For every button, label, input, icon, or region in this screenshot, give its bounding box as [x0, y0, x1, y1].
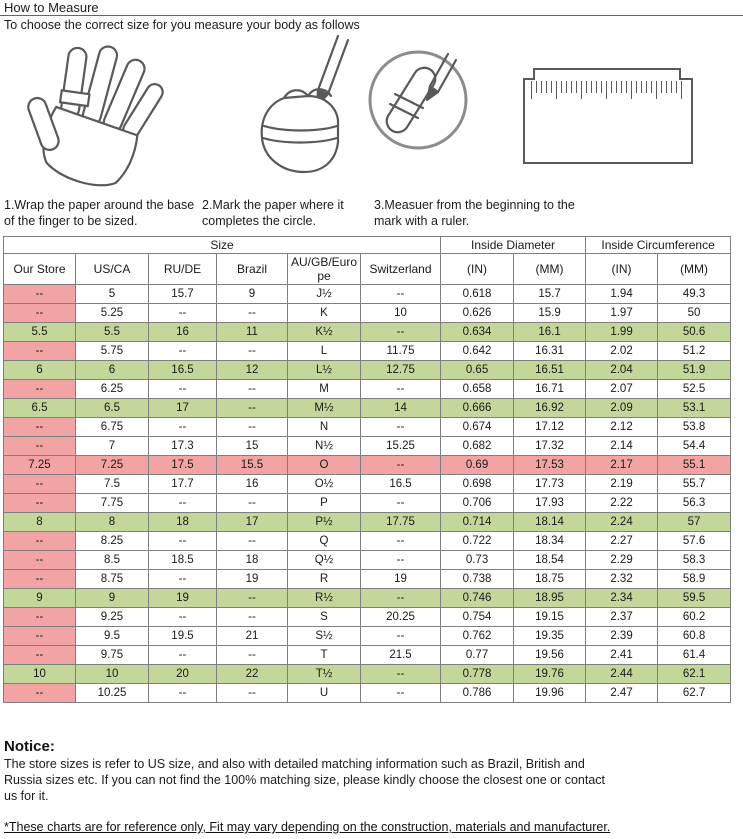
table-cell: 19.35 — [514, 627, 586, 646]
table-cell: -- — [149, 684, 217, 703]
table-cell: 2.02 — [586, 342, 658, 361]
column-header-au-gb-europe: AU/GB/Europe — [288, 254, 361, 285]
table-cell: 52.5 — [658, 380, 731, 399]
table-cell: 0.682 — [441, 437, 514, 456]
column-header-switzerland: Switzerland — [361, 254, 441, 285]
table-cell: 0.658 — [441, 380, 514, 399]
table-cell: Q½ — [288, 551, 361, 570]
table-cell: -- — [149, 418, 217, 437]
table-cell: 0.778 — [441, 665, 514, 684]
table-cell: K½ — [288, 323, 361, 342]
table-cell: 17.75 — [361, 513, 441, 532]
table-cell: 21.5 — [361, 646, 441, 665]
table-cell: 16.92 — [514, 399, 586, 418]
table-cell: -- — [4, 304, 76, 323]
table-cell: -- — [4, 627, 76, 646]
ring-size-chart-table — [3, 236, 731, 703]
page-subtitle: To choose the correct size for you measure your body as follows — [4, 18, 360, 32]
table-cell: -- — [361, 418, 441, 437]
table-cell: 11 — [217, 323, 288, 342]
table-cell: 16.5 — [149, 361, 217, 380]
table-cell: 17.73 — [514, 475, 586, 494]
table-cell: 0.65 — [441, 361, 514, 380]
group-header-inside-diameter: Inside Diameter — [441, 237, 586, 254]
table-cell: 2.32 — [586, 570, 658, 589]
ruler-illustration — [523, 78, 693, 164]
table-cell: -- — [149, 532, 217, 551]
table-cell: 2.22 — [586, 494, 658, 513]
table-cell: -- — [149, 646, 217, 665]
table-cell: 21 — [217, 627, 288, 646]
column-header-row — [4, 254, 731, 285]
table-cell: 54.4 — [658, 437, 731, 456]
table-cell: 1.99 — [586, 323, 658, 342]
table-cell: 8.25 — [76, 532, 149, 551]
table-cell: 5.75 — [76, 342, 149, 361]
table-cell: 9.5 — [76, 627, 149, 646]
table-cell: 17.53 — [514, 456, 586, 475]
table-cell: 55.7 — [658, 475, 731, 494]
table-cell: 11.75 — [361, 342, 441, 361]
table-cell: 58.9 — [658, 570, 731, 589]
column-header--in-: (IN) — [586, 254, 658, 285]
table-cell: P½ — [288, 513, 361, 532]
table-cell: 2.04 — [586, 361, 658, 380]
column-header-brazil: Brazil — [217, 254, 288, 285]
table-cell: 19 — [361, 570, 441, 589]
table-cell: T½ — [288, 665, 361, 684]
table-cell: 14 — [361, 399, 441, 418]
table-row — [4, 608, 731, 627]
table-cell: 0.714 — [441, 513, 514, 532]
table-cell: 16.51 — [514, 361, 586, 380]
table-row — [4, 684, 731, 703]
group-header-inside-circumference: Inside Circumference — [586, 237, 731, 254]
table-cell: 6.5 — [76, 399, 149, 418]
table-cell: 2.24 — [586, 513, 658, 532]
table-cell: 7.5 — [76, 475, 149, 494]
table-cell: 15.7 — [149, 285, 217, 304]
table-row — [4, 532, 731, 551]
table-cell: -- — [217, 532, 288, 551]
table-cell: 61.4 — [658, 646, 731, 665]
table-cell: N — [288, 418, 361, 437]
table-cell: -- — [4, 437, 76, 456]
ruler-edge — [533, 68, 681, 80]
table-cell: 10.25 — [76, 684, 149, 703]
table-cell: 60.8 — [658, 627, 731, 646]
table-cell: -- — [361, 380, 441, 399]
table-cell: -- — [217, 418, 288, 437]
table-cell: -- — [217, 589, 288, 608]
paper-strip — [60, 90, 89, 106]
table-cell: -- — [4, 608, 76, 627]
table-cell: 19.76 — [514, 665, 586, 684]
table-cell: 51.2 — [658, 342, 731, 361]
table-cell: 7.25 — [4, 456, 76, 475]
table-cell: 17.93 — [514, 494, 586, 513]
table-row — [4, 342, 731, 361]
table-row — [4, 551, 731, 570]
table-cell: 18.54 — [514, 551, 586, 570]
table-cell: Q — [288, 532, 361, 551]
table-cell: 17.5 — [149, 456, 217, 475]
table-cell: K — [288, 304, 361, 323]
table-row — [4, 475, 731, 494]
table-cell: -- — [217, 380, 288, 399]
table-cell: M — [288, 380, 361, 399]
table-cell: 15.7 — [514, 285, 586, 304]
table-row — [4, 589, 731, 608]
table-cell: 0.69 — [441, 456, 514, 475]
table-cell: 16.71 — [514, 380, 586, 399]
table-cell: -- — [4, 646, 76, 665]
table-cell: 10 — [361, 304, 441, 323]
table-cell: 18.95 — [514, 589, 586, 608]
table-cell: 9.25 — [76, 608, 149, 627]
table-cell: -- — [4, 418, 76, 437]
table-row — [4, 456, 731, 475]
table-cell: 20 — [149, 665, 217, 684]
table-cell: 0.674 — [441, 418, 514, 437]
table-cell: 6.5 — [4, 399, 76, 418]
table-row — [4, 513, 731, 532]
table-cell: 0.634 — [441, 323, 514, 342]
reference-footnote: *These charts are for reference only, Fit may vary depending on the construction, materials and manufacturer. — [4, 820, 611, 834]
table-cell: 10 — [4, 665, 76, 684]
table-cell: 2.17 — [586, 456, 658, 475]
table-cell: 15.25 — [361, 437, 441, 456]
table-cell: 0.722 — [441, 532, 514, 551]
table-cell: 18.14 — [514, 513, 586, 532]
table-cell: 18 — [217, 551, 288, 570]
table-cell: T — [288, 646, 361, 665]
table-cell: -- — [361, 627, 441, 646]
step-1-caption: 1.Wrap the paper around the base of the finger to be sized. — [4, 198, 195, 228]
table-cell: 7.25 — [76, 456, 149, 475]
table-cell: 17.3 — [149, 437, 217, 456]
ruler-minor-ticks — [531, 81, 685, 93]
table-row — [4, 494, 731, 513]
table-cell: 62.1 — [658, 665, 731, 684]
table-cell: 8.75 — [76, 570, 149, 589]
table-cell: 0.666 — [441, 399, 514, 418]
table-cell: 60.2 — [658, 608, 731, 627]
table-cell: 2.09 — [586, 399, 658, 418]
table-cell: 2.44 — [586, 665, 658, 684]
table-cell: 6 — [4, 361, 76, 380]
table-cell: 8.5 — [76, 551, 149, 570]
table-row — [4, 646, 731, 665]
table-cell: 2.47 — [586, 684, 658, 703]
table-cell: -- — [361, 494, 441, 513]
table-cell: 2.39 — [586, 627, 658, 646]
table-cell: 0.762 — [441, 627, 514, 646]
column-header-ru-de: RU/DE — [149, 254, 217, 285]
table-cell: 1.97 — [586, 304, 658, 323]
table-row — [4, 665, 731, 684]
table-cell: -- — [149, 608, 217, 627]
table-cell: 55.1 — [658, 456, 731, 475]
table-cell: 6.75 — [76, 418, 149, 437]
table-row — [4, 570, 731, 589]
table-cell: 9 — [4, 589, 76, 608]
group-header-row — [4, 237, 731, 254]
wrap-paper-hand-illustration — [10, 36, 215, 198]
table-cell: 17.32 — [514, 437, 586, 456]
table-row — [4, 323, 731, 342]
table-cell: 9.75 — [76, 646, 149, 665]
table-row — [4, 627, 731, 646]
table-row — [4, 304, 731, 323]
table-cell: 2.07 — [586, 380, 658, 399]
table-cell: 19 — [217, 570, 288, 589]
table-cell: 56.3 — [658, 494, 731, 513]
table-cell: 2.12 — [586, 418, 658, 437]
table-cell: 2.29 — [586, 551, 658, 570]
table-cell: O½ — [288, 475, 361, 494]
table-cell: N½ — [288, 437, 361, 456]
table-cell: 12 — [217, 361, 288, 380]
table-cell: 9 — [217, 285, 288, 304]
table-cell: 2.34 — [586, 589, 658, 608]
index-finger — [60, 47, 88, 119]
table-cell: 6.25 — [76, 380, 149, 399]
table-cell: -- — [217, 304, 288, 323]
table-cell: 62.7 — [658, 684, 731, 703]
table-row — [4, 418, 731, 437]
magnifier-icon — [370, 52, 466, 148]
table-cell: 6 — [76, 361, 149, 380]
table-cell: -- — [217, 399, 288, 418]
table-row — [4, 399, 731, 418]
table-cell: 0.754 — [441, 608, 514, 627]
table-cell: 15.5 — [217, 456, 288, 475]
table-cell: -- — [4, 475, 76, 494]
table-cell: 8 — [76, 513, 149, 532]
table-cell: 19.5 — [149, 627, 217, 646]
table-cell: J½ — [288, 285, 361, 304]
table-cell: 17 — [149, 399, 217, 418]
table-cell: 0.786 — [441, 684, 514, 703]
table-cell: -- — [4, 285, 76, 304]
table-cell: 19.96 — [514, 684, 586, 703]
table-cell: 2.19 — [586, 475, 658, 494]
table-cell: -- — [217, 684, 288, 703]
table-cell: 2.14 — [586, 437, 658, 456]
table-cell: 18.75 — [514, 570, 586, 589]
table-cell: 5 — [76, 285, 149, 304]
table-cell: -- — [361, 456, 441, 475]
table-cell: R½ — [288, 589, 361, 608]
table-cell: 57 — [658, 513, 731, 532]
table-row — [4, 361, 731, 380]
table-cell: -- — [149, 380, 217, 399]
table-cell: 16.31 — [514, 342, 586, 361]
table-cell: 51.9 — [658, 361, 731, 380]
table-cell: 20.25 — [361, 608, 441, 627]
table-cell: -- — [149, 342, 217, 361]
pen-icon — [317, 36, 348, 106]
table-cell: L — [288, 342, 361, 361]
notice-body: The store sizes is refer to US size, and also with detailed matching information such as Brazil, British and Russia sizes etc. If you can not find the 100% matching size, please kindly choose the closest one or contact us for it. — [4, 757, 606, 803]
table-cell: 12.75 — [361, 361, 441, 380]
table-cell: 2.27 — [586, 532, 658, 551]
table-cell: 16 — [149, 323, 217, 342]
table-cell: -- — [361, 323, 441, 342]
table-cell: U — [288, 684, 361, 703]
table-cell: -- — [4, 494, 76, 513]
table-cell: 0.746 — [441, 589, 514, 608]
table-cell: 7.75 — [76, 494, 149, 513]
table-cell: 15 — [217, 437, 288, 456]
table-cell: 15.9 — [514, 304, 586, 323]
column-header-us-ca: US/CA — [76, 254, 149, 285]
table-cell: -- — [361, 665, 441, 684]
table-cell: L½ — [288, 361, 361, 380]
table-cell: 5.5 — [76, 323, 149, 342]
table-cell: 16.1 — [514, 323, 586, 342]
group-header-size: Size — [4, 237, 441, 254]
column-header--in-: (IN) — [441, 254, 514, 285]
table-cell: 8 — [4, 513, 76, 532]
table-cell: -- — [217, 608, 288, 627]
table-cell: P — [288, 494, 361, 513]
column-header--mm-: (MM) — [514, 254, 586, 285]
table-cell: 59.5 — [658, 589, 731, 608]
table-cell: -- — [4, 551, 76, 570]
table-cell: 0.618 — [441, 285, 514, 304]
table-cell: 19.56 — [514, 646, 586, 665]
table-cell: 2.41 — [586, 646, 658, 665]
table-cell: 49.3 — [658, 285, 731, 304]
table-cell: 18 — [149, 513, 217, 532]
table-cell: -- — [149, 494, 217, 513]
table-cell: 53.8 — [658, 418, 731, 437]
table-cell: 53.1 — [658, 399, 731, 418]
table-cell: 17.12 — [514, 418, 586, 437]
fist — [262, 89, 338, 172]
table-cell: -- — [149, 570, 217, 589]
table-row — [4, 437, 731, 456]
table-cell: 0.706 — [441, 494, 514, 513]
table-cell: -- — [361, 684, 441, 703]
table-cell: 5.5 — [4, 323, 76, 342]
table-cell: -- — [217, 494, 288, 513]
table-cell: 0.626 — [441, 304, 514, 323]
table-cell: 0.77 — [441, 646, 514, 665]
table-cell: S½ — [288, 627, 361, 646]
page-title: How to Measure — [4, 0, 99, 15]
table-cell: -- — [361, 532, 441, 551]
table-cell: 2.37 — [586, 608, 658, 627]
table-cell: R — [288, 570, 361, 589]
table-cell: 9 — [76, 589, 149, 608]
table-cell: -- — [361, 589, 441, 608]
column-header-our-store: Our Store — [4, 254, 76, 285]
table-cell: 0.642 — [441, 342, 514, 361]
title-divider — [0, 15, 743, 16]
table-cell: 5.25 — [76, 304, 149, 323]
table-cell: 22 — [217, 665, 288, 684]
table-row — [4, 380, 731, 399]
table-cell: S — [288, 608, 361, 627]
table-cell: 18.5 — [149, 551, 217, 570]
table-cell: O — [288, 456, 361, 475]
table-cell: -- — [4, 380, 76, 399]
table-cell: 19 — [149, 589, 217, 608]
table-cell: 58.3 — [658, 551, 731, 570]
column-header--mm-: (MM) — [658, 254, 731, 285]
table-cell: 16.5 — [361, 475, 441, 494]
table-cell: -- — [149, 304, 217, 323]
table-cell: -- — [217, 342, 288, 361]
table-cell: -- — [4, 684, 76, 703]
step-2-caption: 2.Mark the paper where it completes the circle. — [202, 198, 344, 228]
step-3-caption: 3.Measuer from the beginning to the mark with a ruler. — [374, 198, 575, 228]
table-cell: 18.34 — [514, 532, 586, 551]
notice-heading: Notice: — [4, 738, 55, 755]
table-cell: 10 — [76, 665, 149, 684]
table-cell: -- — [217, 646, 288, 665]
table-cell: -- — [361, 285, 441, 304]
table-cell: 50 — [658, 304, 731, 323]
table-cell: -- — [4, 570, 76, 589]
table-cell: M½ — [288, 399, 361, 418]
table-cell: -- — [4, 532, 76, 551]
table-cell: 0.738 — [441, 570, 514, 589]
table-cell: 16 — [217, 475, 288, 494]
table-cell: 57.6 — [658, 532, 731, 551]
table-row — [4, 285, 731, 304]
table-cell: 17.7 — [149, 475, 217, 494]
mark-paper-hand-illustration — [222, 32, 484, 202]
table-cell: -- — [361, 551, 441, 570]
table-cell: -- — [4, 342, 76, 361]
table-cell: 19.15 — [514, 608, 586, 627]
table-cell: 0.73 — [441, 551, 514, 570]
table-cell: 50.6 — [658, 323, 731, 342]
table-cell: 7 — [76, 437, 149, 456]
table-cell: 0.698 — [441, 475, 514, 494]
table-cell: 17 — [217, 513, 288, 532]
table-cell: 1.94 — [586, 285, 658, 304]
